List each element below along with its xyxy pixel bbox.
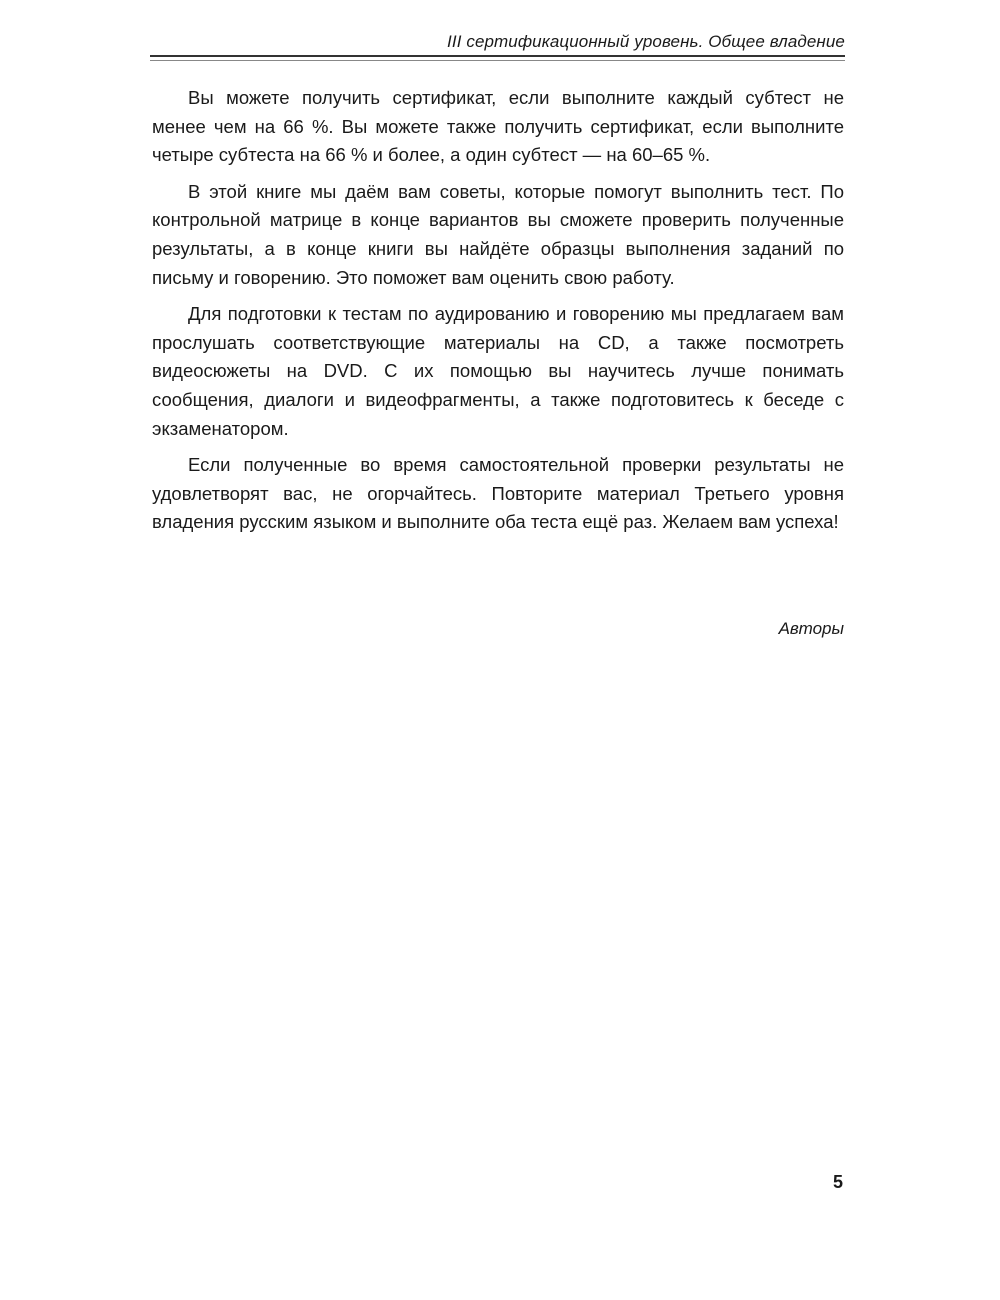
authors-signature: Авторы: [778, 619, 844, 638]
paragraph-book-advice: В этой книге мы даём вам советы, которые помогут выполнить тест. По контрольной матрице в конце вариантов вы сможете проверить полученные результаты, а в конце книги вы найдёте образцы выполнения заданий по письму и говорению. Это поможет вам оценить свою работу.: [152, 180, 844, 288]
paragraph-encouragement: Если полученные во время самостоятельной проверки результаты не удовлетворят вас, не огорчайтесь. Повторите материал Третьего уровня владения русским языком и выполните оба теста ещё раз. Желаем вам успеха!: [152, 454, 844, 533]
page-number: 5: [832, 1172, 843, 1192]
header-rule: [150, 55, 845, 57]
running-header-title: III сертификационный уровень. Общее владение: [447, 32, 845, 51]
body-text: [152, 84, 844, 545]
header-rule-secondary: [150, 60, 845, 61]
running-header: [150, 30, 845, 58]
paragraph-cd-dvd-materials: Для подготовки к тестам по аудированию и говорению мы предлагаем вам прослушать соответствующие материалы на CD, а также посмотреть видеосюжеты на DVD. С их помощью вы научитесь лучше понимать сообщения, диалоги и видеофрагменты, а также подготовитесь к беседе с экзаменатором.: [152, 303, 844, 439]
paragraph-certificate-conditions: Вы можете получить сертификат, если выполните каждый субтест не менее чем на 66 %. Вы можете также получить сертификат, если выполните четыре субтеста на 66 % и более, а один субтест — на 60–65 %.: [152, 87, 844, 166]
